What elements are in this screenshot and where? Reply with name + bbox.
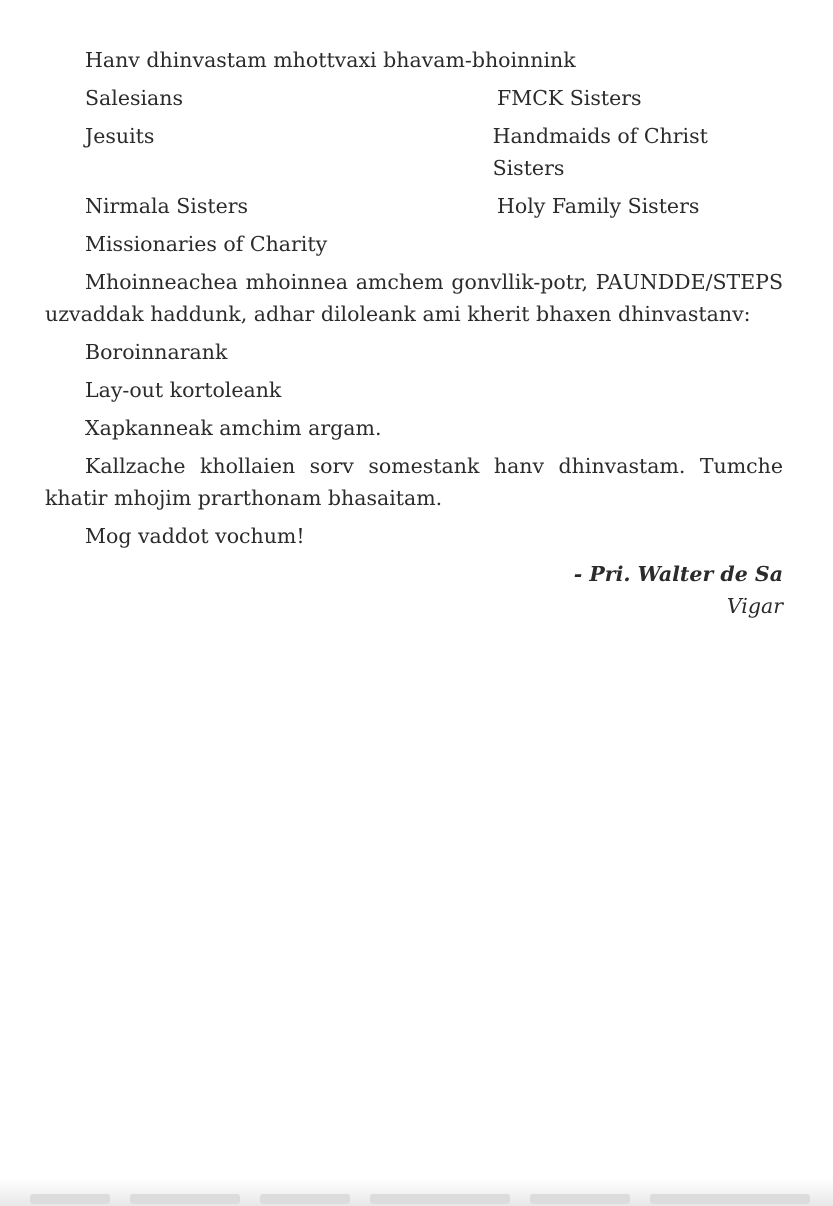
thanks-item: Lay-out kortoleank xyxy=(85,378,282,402)
footer-stripe xyxy=(370,1194,510,1204)
order-right: Holy Family Sisters xyxy=(497,194,700,218)
closing-line: Mog vaddot vochum! xyxy=(85,524,305,548)
footer-decoration xyxy=(0,1178,833,1206)
order-left: Salesians xyxy=(85,86,183,110)
footer-stripe xyxy=(30,1194,110,1204)
order-right: FMCK Sisters xyxy=(497,86,642,110)
paragraph-steps: Mhoinneachea mhoinnea amchem gonvllik-potr, PAUNDDE/STEPS uzvaddak haddunk, adhar diloleank ami kherit bhaxen dhinvastanv: xyxy=(45,270,783,326)
orders-last: Missionaries of Charity xyxy=(85,232,328,256)
paragraph-blessing: Kallzache khollaien sorv somestank hanv dhinvastam. Tumche khatir mhojim prarthonam bhasaitam. xyxy=(45,454,783,510)
footer-stripe xyxy=(260,1194,350,1204)
orders-row xyxy=(45,82,783,114)
thanks-item: Boroinnarank xyxy=(85,340,228,364)
order-left: Jesuits xyxy=(85,124,155,148)
signature-role: Vigar xyxy=(726,594,783,618)
intro-line: Hanv dhinvastam mhottvaxi bhavam-bhoinnink xyxy=(85,48,576,72)
document-page xyxy=(45,44,783,622)
signature: - Pri. Walter de Sa xyxy=(573,562,783,586)
thanks-item: Xapkanneak amchim argam. xyxy=(85,416,382,440)
orders-row xyxy=(45,190,783,222)
orders-row xyxy=(45,120,783,184)
order-right: Handmaids of Christ Sisters xyxy=(492,124,708,180)
order-left: Nirmala Sisters xyxy=(85,194,249,218)
footer-stripe xyxy=(530,1194,630,1204)
footer-stripe xyxy=(130,1194,240,1204)
footer-stripe xyxy=(650,1194,810,1204)
